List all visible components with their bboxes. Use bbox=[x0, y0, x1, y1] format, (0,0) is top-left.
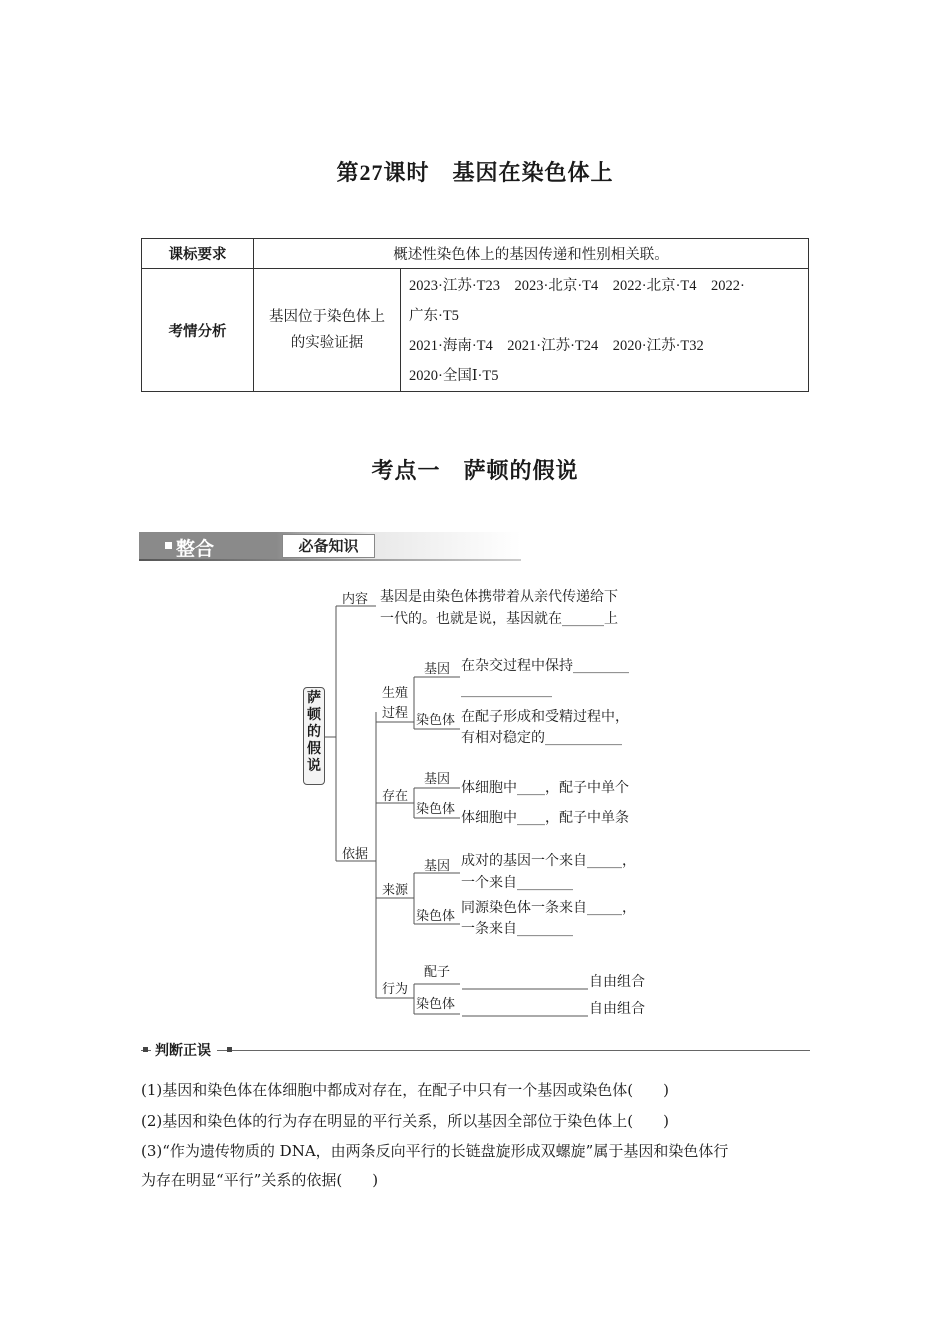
mindmap-behavior-chrom-text: 自由组合 bbox=[589, 1001, 645, 1017]
mindmap-repro-label-2: 过程 bbox=[382, 706, 409, 721]
mindmap-content-label: 内容 bbox=[342, 592, 369, 607]
mindmap-repro-gene-text-2: _____________ bbox=[461, 682, 552, 698]
mindmap-repro-chrom-text-1: 在配子形成和受精过程中， bbox=[461, 709, 629, 725]
mindmap-exist-gene-text: 体细胞中____，配子中单个 bbox=[461, 780, 629, 796]
table-head-analysis: 考情分析 bbox=[142, 269, 254, 392]
judge-header bbox=[141, 1040, 810, 1060]
table-head-requirement: 课标要求 bbox=[142, 239, 254, 269]
mindmap-exist-chrom-text: 体细胞中____，配子中单条 bbox=[461, 810, 629, 826]
mindmap-basis-label: 依据 bbox=[342, 847, 369, 862]
table-analysis-exams: 2023·江苏·T23 2023·北京·T4 2022·北京·T4 2022· 广东·T5 2021·海南·T4 2021·江苏·T24 2020·江苏·T32 2020·全国Ⅰ·T5 bbox=[401, 269, 809, 392]
table-analysis-topic: 基因位于染色体上的实验证据 bbox=[254, 269, 401, 392]
page-title: 第27课时 基因在染色体上 bbox=[336, 160, 614, 186]
mindmap-content-text-2: 一代的。也就是说，基因就在______上 bbox=[380, 611, 618, 627]
mindmap-exist-label: 存在 bbox=[382, 789, 409, 804]
mindmap-behavior-label: 行为 bbox=[382, 982, 409, 997]
mindmap-behavior-gamete: 配子 bbox=[424, 965, 451, 980]
mindmap-behavior-gamete-text: 自由组合 bbox=[589, 974, 645, 990]
judge-dot-icon bbox=[227, 1047, 232, 1052]
question-3-line-2: 为存在明显“平行”关系的依据( ) bbox=[141, 1171, 379, 1189]
mindmap-source-chrom: 染色体 bbox=[416, 909, 456, 924]
mindmap-source-gene-text-2: 一个来自________ bbox=[461, 875, 573, 891]
mindmap-source-gene: 基因 bbox=[424, 859, 451, 874]
judge-dot-icon bbox=[143, 1047, 148, 1052]
mindmap-behavior-chrom: 染色体 bbox=[416, 997, 456, 1012]
section-title: 考点一 萨顿的假说 bbox=[371, 459, 579, 484]
question-1: (1)基因和染色体在体细胞中都成对存在，在配子中只有一个基因或染色体( ) bbox=[141, 1081, 669, 1099]
banner-sub: 必备知识 bbox=[282, 534, 375, 558]
mindmap-source-label: 来源 bbox=[382, 883, 409, 898]
mindmap-repro-label-1: 生殖 bbox=[382, 686, 409, 701]
mindmap-source-chrom-text-1: 同源染色体一条来自_____， bbox=[461, 900, 636, 916]
table-requirement-content: 概述性染色体上的基因传递和性别相关联。 bbox=[254, 239, 809, 269]
mindmap-exist-chrom: 染色体 bbox=[416, 802, 456, 817]
mindmap-source-chrom-text-2: 一条来自________ bbox=[461, 921, 573, 937]
mindmap-repro-gene: 基因 bbox=[424, 662, 451, 677]
mindmap-repro-gene-text-1: 在杂交过程中保持________ bbox=[461, 658, 629, 674]
mindmap-content-text-1: 基因是由染色体携带着从亲代传递给下 bbox=[380, 589, 618, 605]
mindmap-source-gene-text-1: 成对的基因一个来自_____， bbox=[461, 853, 636, 869]
judge-label: 判断正误 bbox=[151, 1040, 217, 1060]
mindmap-repro-chrom: 染色体 bbox=[416, 713, 456, 728]
question-3-line-1: (3)“作为遗传物质的 DNA，由两条反向平行的长链盘旋形成双螺旋”属于基因和染色体行 bbox=[141, 1142, 729, 1160]
question-2: (2)基因和染色体的行为存在明显的平行关系，所以基因全部位于染色体上( ) bbox=[141, 1112, 669, 1130]
mindmap-exist-gene: 基因 bbox=[424, 772, 451, 787]
mindmap-repro-chrom-text-2: 有相对稳定的___________ bbox=[461, 730, 622, 746]
mindmap-root: 萨顿的假说 bbox=[303, 687, 325, 785]
banner-main: 整合 bbox=[176, 538, 215, 560]
